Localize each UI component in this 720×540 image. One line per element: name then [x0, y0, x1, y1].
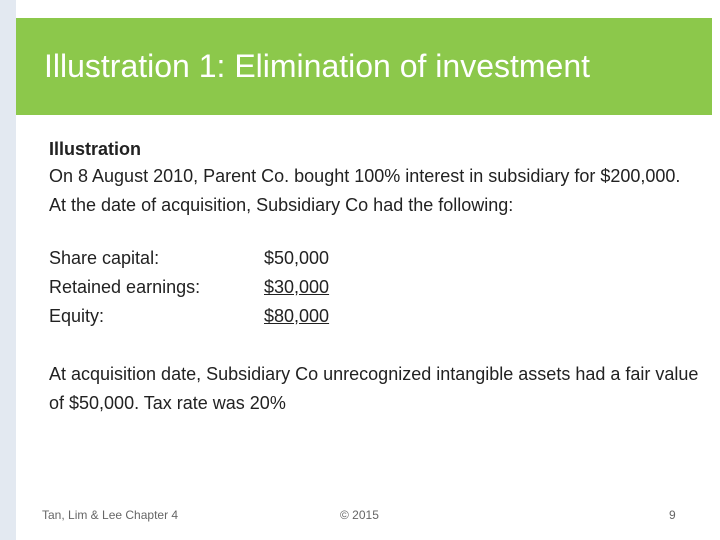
footer-source: Tan, Lim & Lee Chapter 4 — [42, 508, 179, 522]
row-label: Share capital: — [49, 248, 160, 268]
equity-table — [49, 244, 329, 331]
intro-paragraph: On 8 August 2010, Parent Co. bought 100% interest in subsidiary for $200,000. At the date of acquisition, Subsidiary Co had the following: — [49, 166, 681, 215]
row-value: $50,000 — [264, 248, 330, 268]
slide-content — [49, 136, 699, 413]
row-label: Retained earnings: — [49, 277, 201, 297]
table-row — [49, 302, 329, 331]
title-band — [16, 18, 712, 115]
section-heading: Illustration — [49, 139, 142, 159]
row-value: $80,000 — [264, 306, 330, 326]
table-row — [49, 244, 329, 273]
table-row — [49, 273, 329, 302]
page-number: 9 — [669, 508, 676, 522]
row-value: $30,000 — [264, 277, 330, 297]
slide-title: Illustration 1: Elimination of investment — [44, 48, 591, 84]
side-accent-bar — [0, 0, 16, 540]
note-paragraph: At acquisition date, Subsidiary Co unrecognized intangible assets had a fair value of $50,000. Tax rate was 20% — [49, 364, 699, 413]
row-label: Equity: — [49, 306, 105, 326]
footer-copyright: © 2015 — [340, 508, 379, 522]
